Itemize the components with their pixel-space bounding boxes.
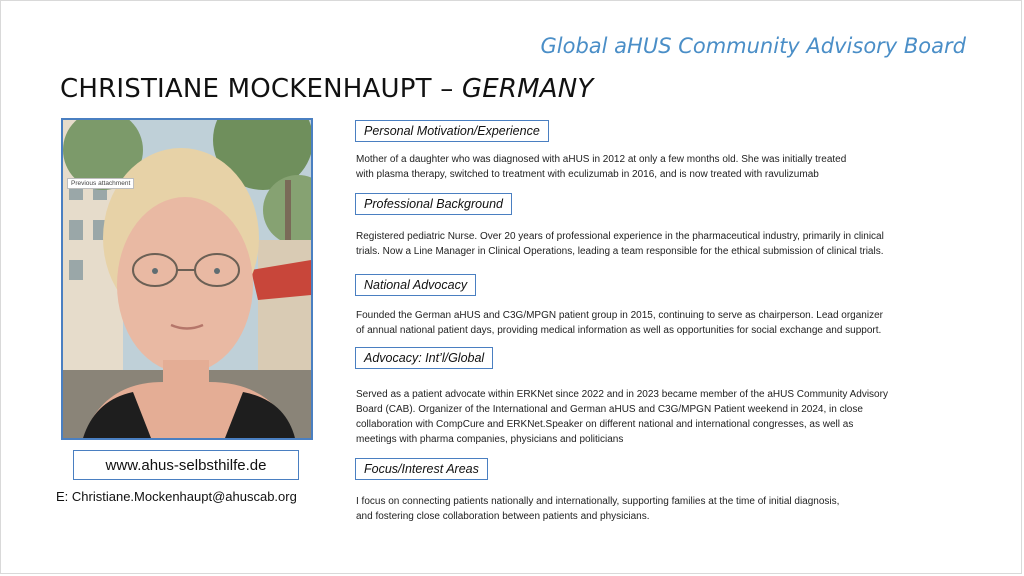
section-label-personal-motivation: Personal Motivation/Experience xyxy=(355,120,549,142)
section-label-professional-background: Professional Background xyxy=(355,193,512,215)
website-link[interactable]: www.ahus-selbsthilfe.de xyxy=(105,456,267,474)
section-line: and fostering close collaboration between patients and physicians. xyxy=(356,511,650,522)
portrait-illustration xyxy=(63,120,311,438)
section-line: collaboration with CompCure and ERKNet.Speaker on different national and international congresses, as well as xyxy=(356,419,854,430)
section-text-national-advocacy xyxy=(356,308,996,338)
person-title xyxy=(60,74,593,104)
person-name: CHRISTIANE MOCKENHAUPT xyxy=(60,74,432,104)
section-text-advocacy-global xyxy=(356,387,996,447)
section-text-focus-areas xyxy=(356,494,996,524)
person-country: GERMANY xyxy=(461,74,594,104)
section-line: Registered pediatric Nurse. Over 20 years of professional experience in the pharmaceutical industry, primarily in clinical xyxy=(356,231,884,242)
website-box xyxy=(73,450,299,480)
section-label-focus-areas: Focus/Interest Areas xyxy=(355,458,488,480)
section-line: meetings with pharma companies, physicians and politicians xyxy=(356,434,624,445)
section-line: Mother of a daughter who was diagnosed with aHUS in 2012 at only a few months old. She was initially treated xyxy=(356,154,847,165)
section-text-personal-motivation xyxy=(356,152,996,182)
board-title: Global aHUS Community Advisory Board xyxy=(540,34,966,58)
section-line: trials. Now a Line Manager in Clinical Operations, leading a team responsible for the ethical submission of clinical trials. xyxy=(356,246,884,257)
section-label-advocacy-global: Advocacy: Int’l/Global xyxy=(355,347,493,369)
photo-tag: Previous attachment xyxy=(67,178,134,189)
email-text: E: Christiane.Mockenhaupt@ahuscab.org xyxy=(56,489,297,504)
section-line: Board (CAB). Organizer of the International and German aHUS and C3G/MPGN Patient weekend in 2024, in close xyxy=(356,404,863,415)
section-label-national-advocacy: National Advocacy xyxy=(355,274,476,296)
profile-photo xyxy=(61,118,313,440)
section-text-professional-background xyxy=(356,229,996,259)
section-line: with plasma therapy, switched to treatment with eculizumab in 2016, and is now treated with ravulizumab xyxy=(356,169,819,180)
section-line: of annual national patient days, providing medical information as well as opportunities for social exchange and support. xyxy=(356,325,882,336)
section-line: Founded the German aHUS and C3G/MPGN patient group in 2015, continuing to serve as chairperson. Lead organizer xyxy=(356,310,883,321)
title-separator: – xyxy=(431,74,462,104)
section-line: I focus on connecting patients nationally and internationally, supporting families at the time of initial diagnosis, xyxy=(356,496,840,507)
section-line: Served as a patient advocate within ERKNet since 2022 and in 2023 became member of the aHUS Community Advisory xyxy=(356,389,888,400)
